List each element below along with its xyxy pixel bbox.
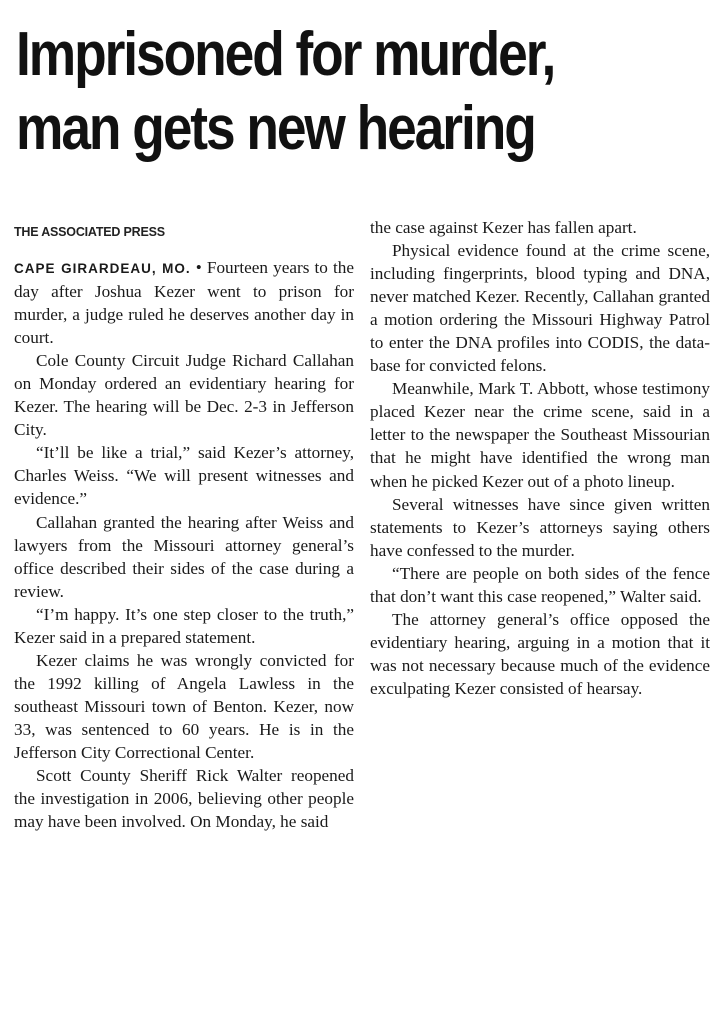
dateline-separator: • [190, 258, 207, 277]
paragraph: “I’m happy. It’s one step closer to the truth,” Kezer said in a prepared statement. [14, 604, 354, 647]
paragraph: Meanwhile, Mark T. Abbott, whose testimony placed Kezer near the crime scene, said in a letter to the newspaper the Southeast Missourian that he might have identified the wrong man when he picked Kezer out of a photo lineup. [370, 379, 710, 491]
paragraph: Physical evidence found at the crime scene, including fingerprints, blood typing and DNA, never matched Kezer. Recently, Callahan granted a motion ordering the Missouri Highway Patrol to enter the DNA profiles into CODIS, the database for convicted felons. [370, 241, 710, 376]
paragraph: Kezer claims he was wrongly convicted for the 1992 killing of Angela Lawless in the southeast Missouri town of Benton. Kezer, now 33, was sentenced to 60 years. He is in the Jefferson City Correctional Center. [14, 650, 354, 762]
dateline: CAPE GIRARDEAU, MO. [14, 261, 191, 276]
byline: THE ASSOCIATED PRESS [14, 225, 165, 239]
paragraph: Callahan granted the hearing after Weiss and lawyers from the Missouri attorney general’s office described their sides of the case during a review. [14, 512, 354, 601]
paragraph: The attorney general’s office opposed the evidentiary hearing, arguing in a motion that it was not necessary because much of the evidence exculpating Kezer consisted of hearsay. [370, 609, 710, 698]
paragraph: Scott County Sheriff Rick Walter reopened the investigation in 2006, believing other people may have been involved. On Monday, he said [14, 766, 354, 832]
paragraph: “It’ll be like a trial,” said Kezer’s attorney, Charles Weiss. “We will present witnesses and evidence.” [14, 443, 354, 509]
paragraph: Several witnesses have since given written statements to Kezer’s attorneys saying others have confessed to the murder. [370, 494, 710, 560]
paragraph: Cole County Circuit Judge Richard Callahan on Monday ordered an evidentiary hearing for Kezer. The hearing will be Dec. 2-3 in Jefferson City. [14, 351, 354, 440]
lead-text: Fourteen years to the day after Joshua Kezer went to prison for murder, a judge ruled he deserves another day in court. [14, 258, 354, 348]
right-column [370, 216, 710, 700]
lead-paragraph [14, 256, 354, 349]
left-column [14, 222, 354, 833]
headline-line-2: man gets new hearing [16, 94, 535, 163]
headline [16, 18, 609, 166]
continued-paragraph: the case against Kezer has fallen apart. [370, 218, 637, 237]
headline-line-1: Imprisoned for murder, [16, 20, 555, 89]
paragraph: “There are people on both sides of the fence that don’t want this case reopened,” Walter said. [370, 563, 710, 606]
